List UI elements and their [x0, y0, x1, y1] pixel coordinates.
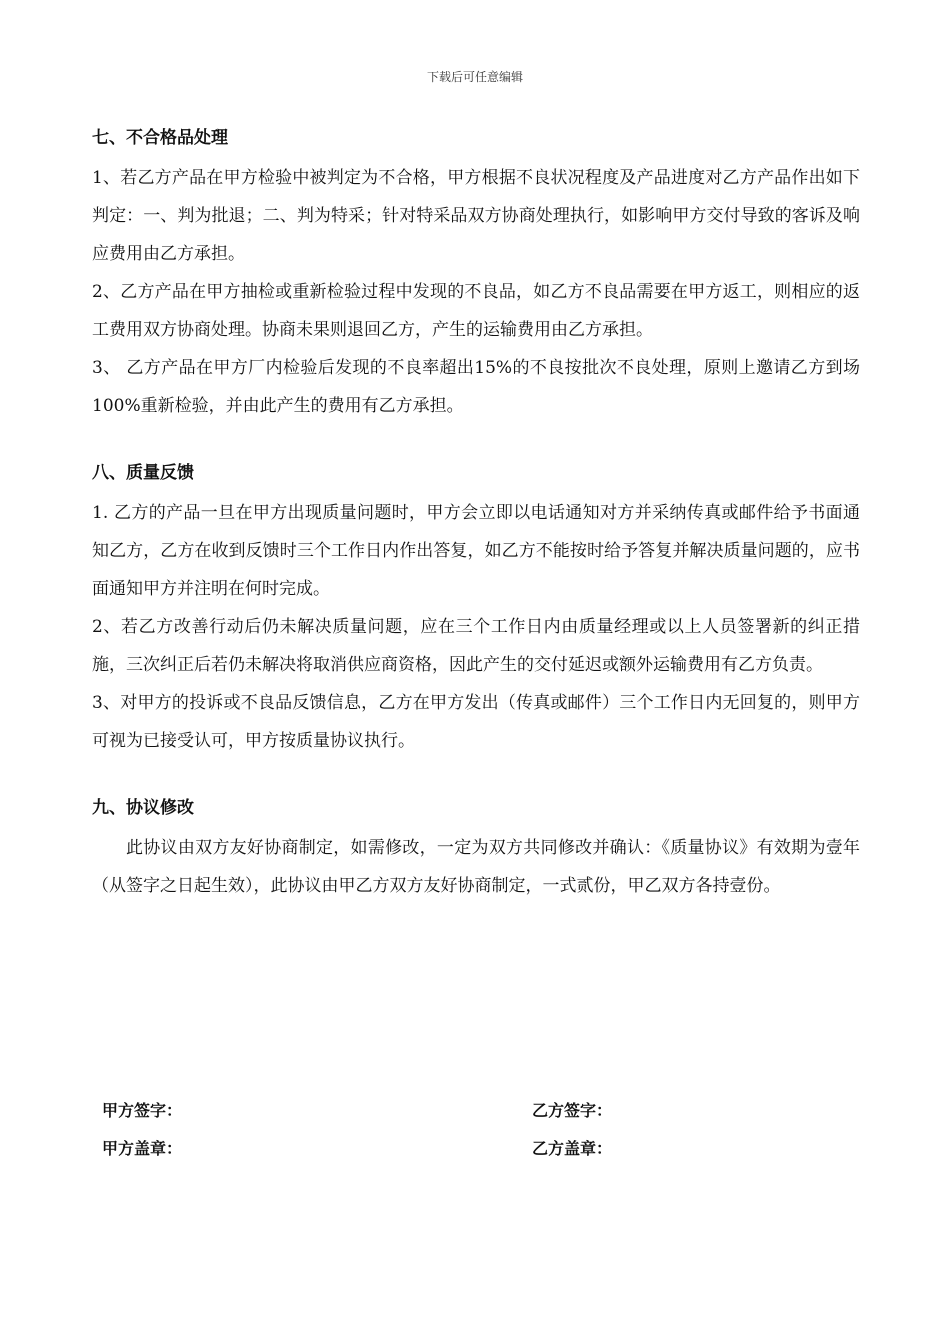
paragraph: 1. 乙方的产品一旦在甲方出现质量问题时，甲方会立即以电话通知对方并采纳传真或邮件给予书面通知乙方，乙方在收到反馈时三个工作日内作出答复，如乙方不能按时给予答复并解决质量问题的，应书面通知甲方并注明在何时完成。	[92, 503, 860, 599]
section-heading: 九、协议修改	[92, 798, 194, 818]
signature-row	[102, 1092, 862, 1130]
section-heading: 八、质量反馈	[92, 463, 194, 483]
party-b-seal-label: 乙方盖章：	[532, 1139, 613, 1158]
party-b-signature-label: 乙方签字：	[532, 1101, 613, 1120]
section-nonconforming-products	[92, 124, 860, 425]
section-agreement-modification	[92, 794, 860, 905]
party-a-signature-label: 甲方签字：	[102, 1101, 183, 1120]
section-quality-feedback	[92, 459, 860, 760]
party-a-seal-label: 甲方盖章：	[102, 1139, 183, 1158]
document-body	[92, 124, 860, 905]
paragraph: 1、若乙方产品在甲方检验中被判定为不合格，甲方根据不良状况程度及产品进度对乙方产品作出如下判定：一、判为批退；二、判为特采；针对特采品双方协商处理执行，如影响甲方交付导致的客诉及响应费用由乙方承担。	[92, 168, 860, 264]
paragraph: 3、 乙方产品在甲方厂内检验后发现的不良率超出15%的不良按批次不良处理，原则上邀请乙方到场100%重新检验，并由此产生的费用有乙方承担。	[92, 358, 860, 416]
paragraph: 2、若乙方改善行动后仍未解决质量问题，应在三个工作日内由质量经理或以上人员签署新的纠正措施，三次纠正后若仍未解决将取消供应商资格，因此产生的交付延迟或额外运输费用有乙方负责。	[92, 617, 860, 675]
paragraph: 此协议由双方友好协商制定，如需修改，一定为双方共同修改并确认：《质量协议》有效期为壹年（从签字之日起生效），此协议由甲乙方双方友好协商制定，一式贰份，甲乙双方各持壹份。	[92, 838, 860, 896]
section-heading: 七、不合格品处理	[92, 128, 228, 148]
signature-block	[102, 1092, 862, 1168]
paragraph: 3、对甲方的投诉或不良品反馈信息，乙方在甲方发出（传真或邮件）三个工作日内无回复的，则甲方可视为已接受认可，甲方按质量协议执行。	[92, 693, 860, 751]
page-header-note: 下载后可任意编辑	[426, 70, 523, 84]
seal-row	[102, 1130, 862, 1168]
paragraph: 2、乙方产品在甲方抽检或重新检验过程中发现的不良品，如乙方不良品需要在甲方返工，则相应的返工费用双方协商处理。协商未果则退回乙方，产生的运输费用由乙方承担。	[92, 282, 860, 340]
